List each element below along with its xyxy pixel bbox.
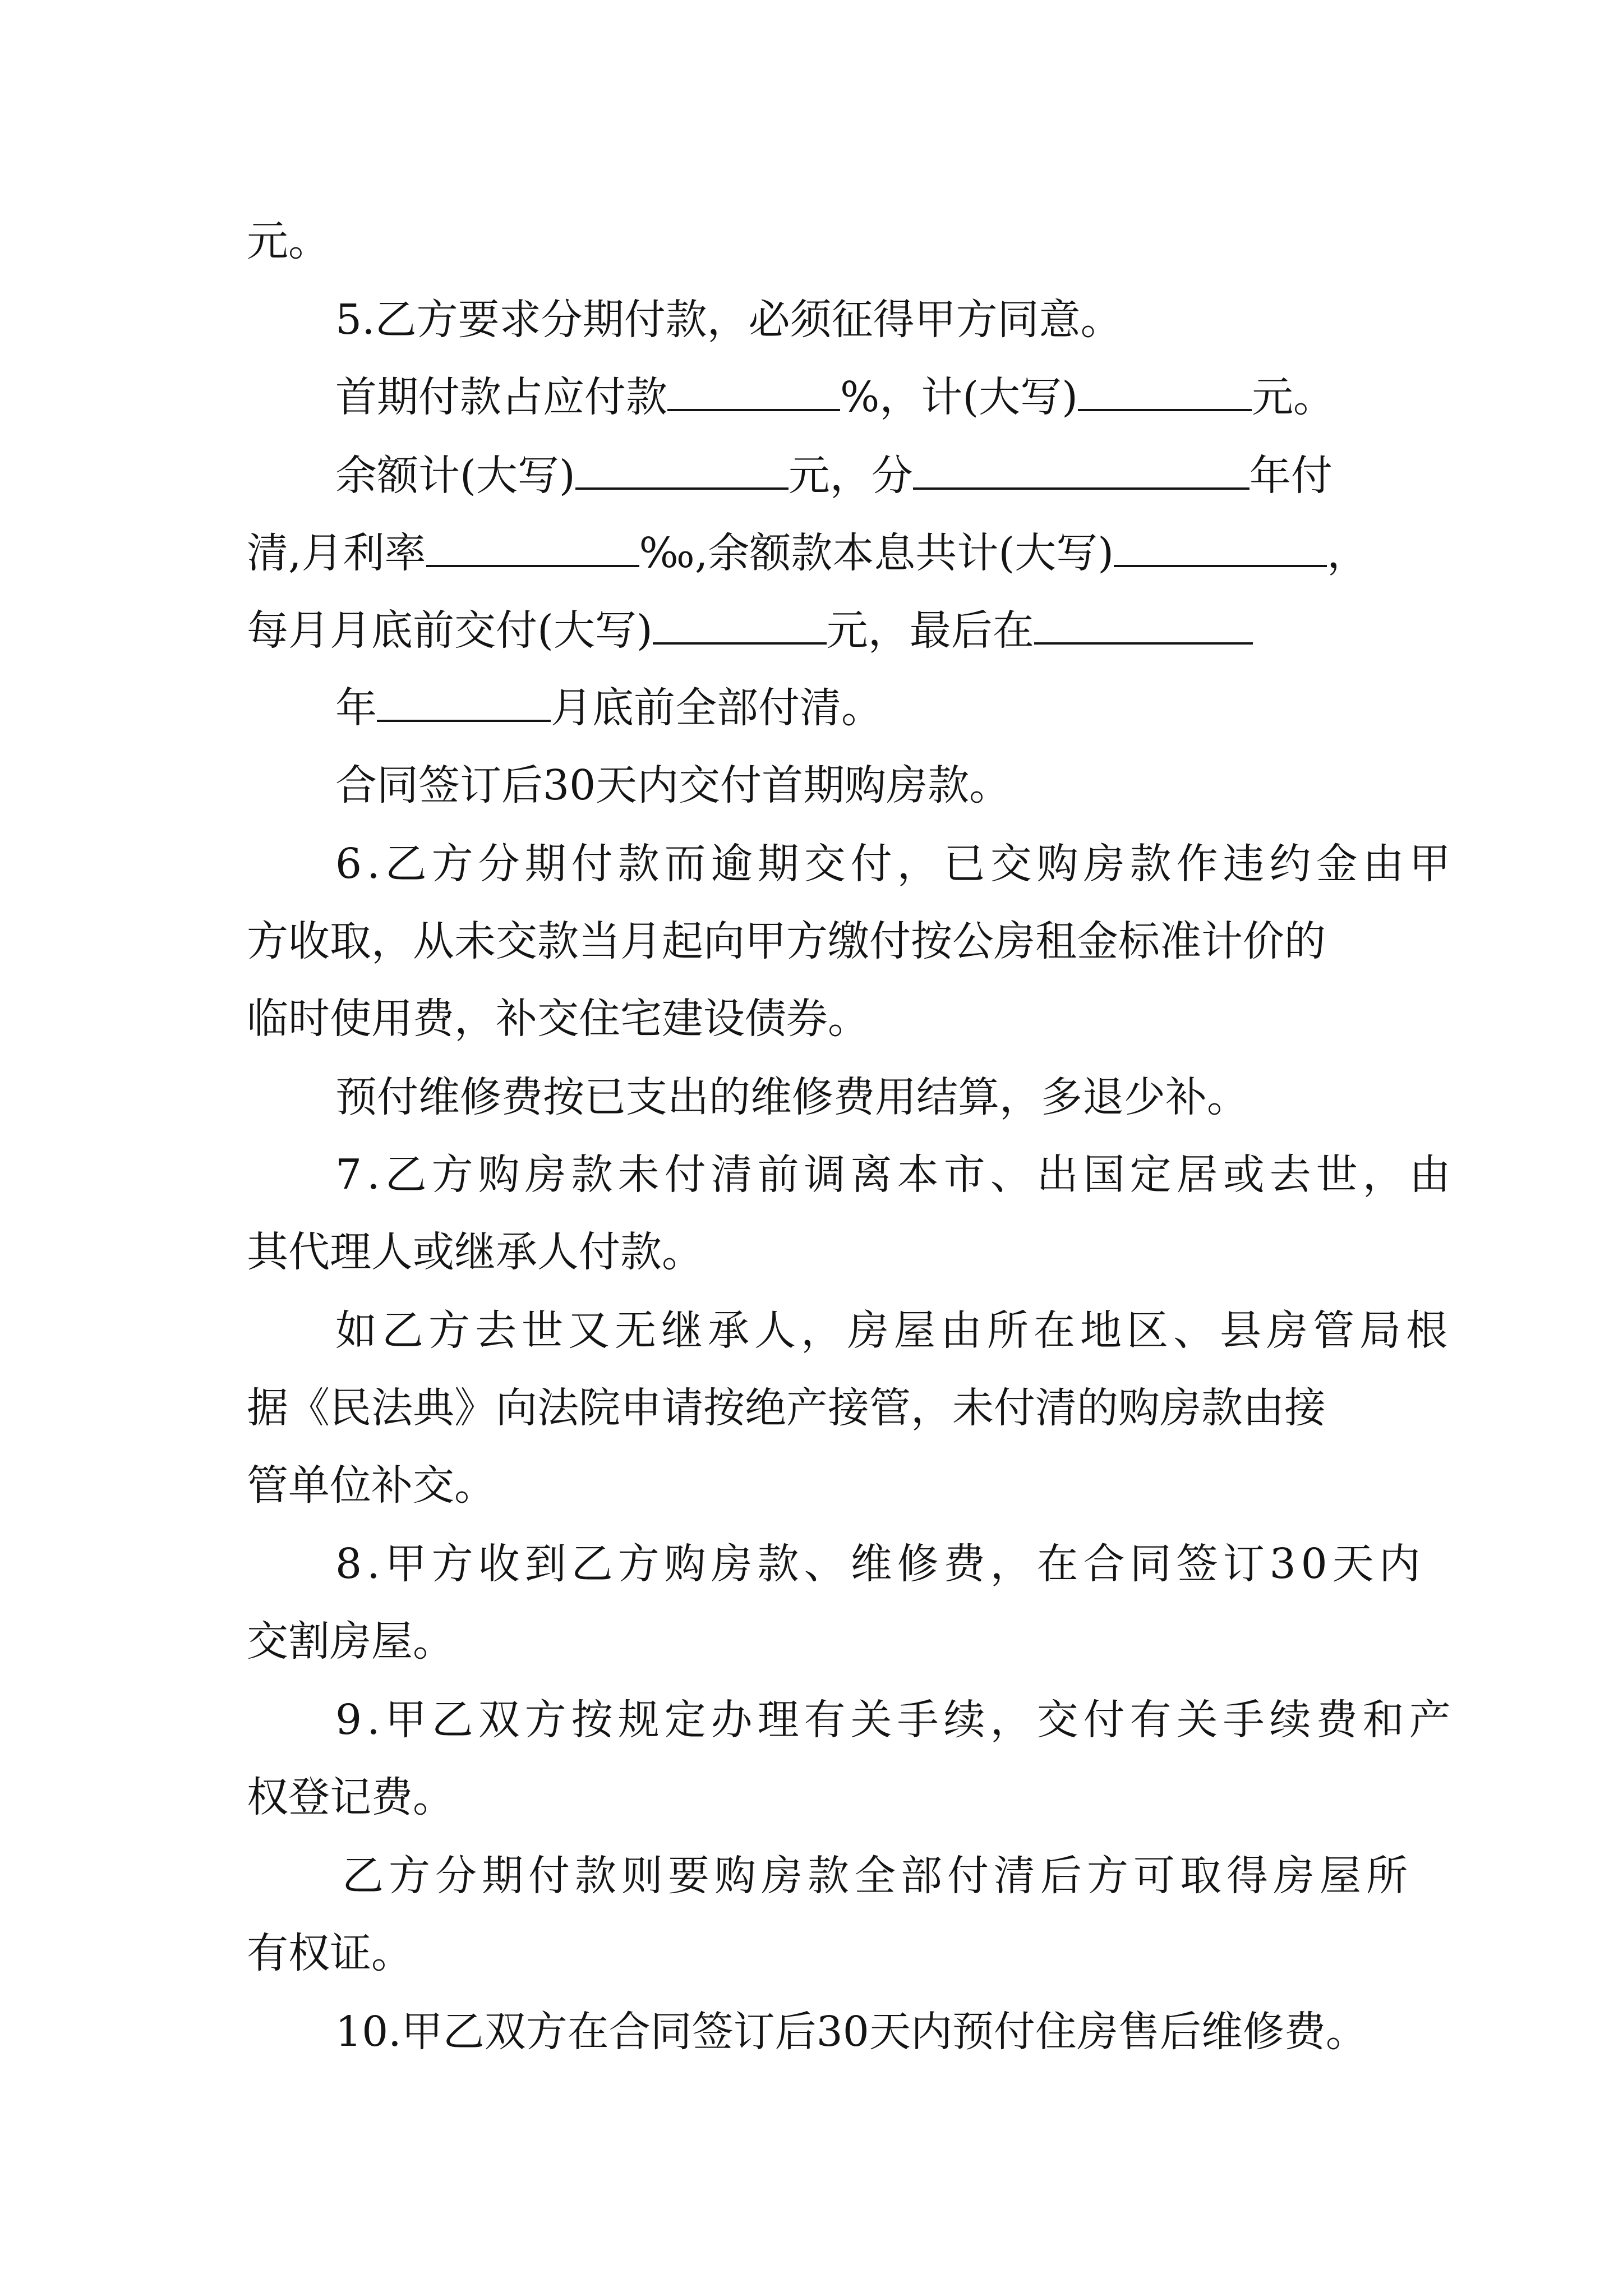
text-segment: 元，分 (788, 452, 913, 500)
text-segment: 月底前全部付清。 (551, 684, 883, 732)
fill-blank (653, 609, 827, 645)
final-payment-line (335, 674, 883, 742)
text-line: 临时使用费，补交住宅建设债券。 (247, 995, 869, 1043)
text-segment: 首期付款占应付款 (335, 373, 667, 421)
text-line: 如乙方去世又无继承人，房屋由所在地区、县房管局根 (335, 1306, 1453, 1355)
clause-5: 5.乙方要求分期付款，必须征得甲方同意。 (335, 296, 1122, 344)
text-line: 元。 (247, 217, 330, 265)
clause-9: 9.甲乙双方按规定办理有关手续，交付有关手续费和产 (335, 1696, 1456, 1744)
fill-blank (667, 375, 840, 411)
fill-blank (426, 531, 639, 567)
fill-blank (575, 454, 789, 490)
fill-blank (1078, 375, 1252, 411)
clause-6: 6.乙方分期付款而逾期交付，已交购房款作违约金由甲 (335, 840, 1456, 888)
text-line: 权登记费。 (247, 1773, 454, 1821)
text-segment: 元，最后在 (826, 606, 1034, 655)
text-line: 乙方分期付款则要购房款全部付清后方可取得房屋所 (342, 1852, 1413, 1900)
text-line: 合同签订后30天内交付首期购房款。 (335, 761, 1011, 809)
fill-blank (1034, 609, 1253, 645)
text-segment: ‰,余额款本息共计(大写) (639, 529, 1114, 577)
text-line: 管单位补交。 (247, 1461, 496, 1510)
first-payment-line (335, 364, 1335, 431)
monthly-payment-line (247, 597, 1253, 664)
text-line: 据《民法典》向法院申请按绝产接管，未付清的购房款由接 (247, 1384, 1326, 1432)
text-segment: 清,月利率 (247, 529, 426, 577)
text-segment: 元。 (1252, 373, 1335, 421)
text-line: 交割房屋。 (247, 1617, 454, 1665)
fill-blank (377, 686, 551, 722)
fill-blank (913, 454, 1249, 490)
text-segment: %，计(大写) (840, 373, 1078, 421)
text-line: 其代理人或继承人付款。 (247, 1228, 703, 1276)
text-line: 预付维修费按已支出的维修费用结算，多退少补。 (335, 1073, 1248, 1121)
clause-10: 10.甲乙双方在合同签订后30天内预付住房售后维修费。 (335, 2008, 1367, 2056)
clause-7: 7.乙方购房款未付清前调离本市、出国定居或去世，由 (335, 1151, 1456, 1199)
text-segment: ， (1327, 529, 1369, 577)
balance-line (335, 442, 1332, 509)
clause-8: 8.甲方收到乙方购房款、维修费，在合同签订30天内 (335, 1540, 1426, 1588)
text-segment: 年付 (1249, 452, 1332, 500)
text-line: 方收取，从未交款当月起向甲方缴付按公房租金标准计价的 (247, 917, 1326, 965)
text-segment: 每月月底前交付(大写) (247, 606, 653, 655)
text-segment: 年 (335, 684, 377, 732)
interest-line (247, 519, 1368, 587)
text-line: 有权证。 (247, 1929, 413, 1977)
text-segment: 余额计(大写) (335, 452, 575, 500)
fill-blank (1114, 531, 1327, 567)
